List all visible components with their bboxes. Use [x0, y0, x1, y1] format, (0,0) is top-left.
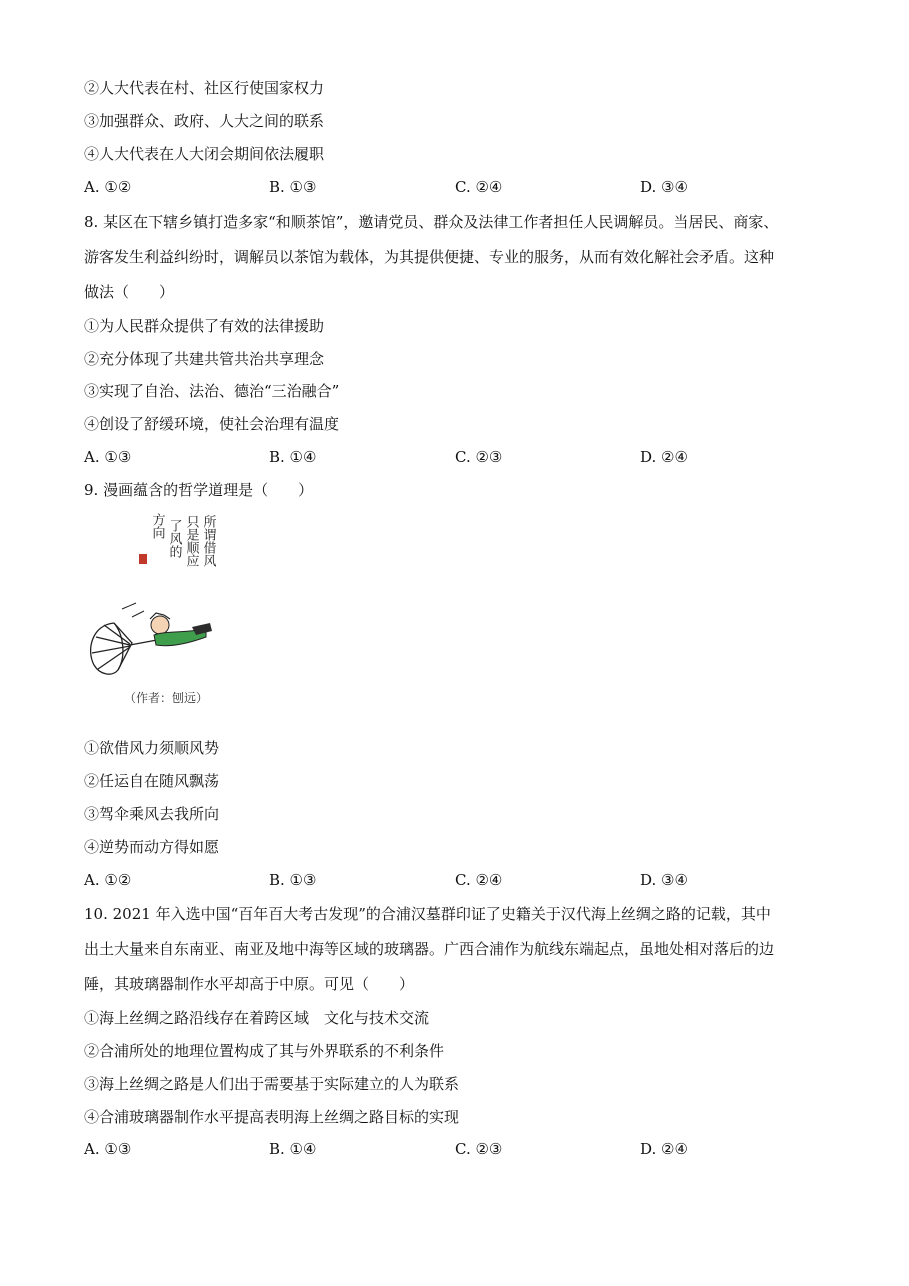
q9-option-d: D. ③④	[640, 871, 688, 889]
q8-stem-line-1: 8. 某区在下辖乡镇打造多家“和顺茶馆”，邀请党员、群众及法律工作者担任人民调解员。当居民、商家、	[84, 213, 779, 231]
q9-option-a: A. ①②	[84, 871, 132, 889]
q9-item-2: ②任运自在随风飘荡	[84, 772, 220, 790]
q10-option-d: D. ②④	[640, 1140, 688, 1158]
q8-stem-line-3: 做法（ ）	[84, 283, 175, 301]
prev-option-c: C. ②④	[455, 178, 503, 196]
q8-options	[84, 448, 824, 466]
cartoon-col-1: 所谓借风	[200, 515, 216, 567]
prev-item-2: ②人大代表在村、社区行使国家权力	[84, 79, 325, 97]
cartoon-caption: （作者：刨远）	[124, 691, 209, 705]
q10-stem-line-2: 出土大量来自东南亚、南亚及地中海等区域的玻璃器。广西合浦作为航线东端起点，虽地处相对落后的边	[84, 940, 775, 958]
q10-item-1: ①海上丝绸之路沿线存在着跨区域 文化与技术交流	[84, 1009, 430, 1027]
q10-stem-line-3: 陲，其玻璃器制作水平却高于中原。可见（ ）	[84, 975, 415, 993]
prev-item-3: ③加强群众、政府、人大之间的联系	[84, 112, 325, 130]
umbrella-icon	[91, 623, 184, 674]
q10-option-c: C. ②③	[455, 1140, 503, 1158]
prev-options	[84, 178, 824, 196]
q8-option-a: A. ①③	[84, 448, 132, 466]
q8-item-1: ①为人民群众提供了有效的法律援助	[84, 317, 325, 335]
q8-item-3: ③实现了自治、法治、德治“三治融合”	[84, 382, 340, 400]
q10-stem-line-1: 10. 2021 年入选中国“百年百大考古发现”的合浦汉墓群印证了史籍关于汉代海上丝绸之路的记载，其中	[84, 905, 771, 923]
q9-stem: 9. 漫画蕴含的哲学道理是（ ）	[84, 481, 314, 499]
q9-options	[84, 871, 824, 889]
cartoon-col-4: 方向	[149, 513, 165, 539]
wind-lines	[122, 603, 144, 617]
prev-option-d: D. ③④	[640, 178, 688, 196]
q8-stem-line-2: 游客发生利益纠纷时，调解员以茶馆为载体，为其提供便捷、专业的服务，从而有效化解社会矛盾。这种	[84, 248, 775, 266]
cartoon-figure	[84, 505, 224, 710]
cartoon-drawing	[84, 505, 224, 710]
q9-item-1: ①欲借风力须顺风势	[84, 739, 220, 757]
q9-item-3: ③驾伞乘风去我所向	[84, 805, 220, 823]
cartoon-seal	[139, 554, 147, 564]
q9-option-c: C. ②④	[455, 871, 503, 889]
q9-item-4: ④逆势而动方得如愿	[84, 838, 220, 856]
q8-option-c: C. ②③	[455, 448, 503, 466]
q8-item-4: ④创设了舒缓环境，使社会治理有温度	[84, 415, 340, 433]
q10-item-4: ④合浦玻璃器制作水平提高表明海上丝绸之路目标的实现	[84, 1108, 460, 1126]
q8-option-d: D. ②④	[640, 448, 688, 466]
person-figure	[150, 613, 212, 646]
q8-item-2: ②充分体现了共建共管共治共享理念	[84, 350, 325, 368]
q8-option-b: B. ①④	[269, 448, 317, 466]
prev-item-4: ④人大代表在人大闭会期间依法履职	[84, 145, 325, 163]
cartoon-col-2: 只是顺应	[183, 515, 199, 567]
q10-item-3: ③海上丝绸之路是人们出于需要基于实际建立的人为联系	[84, 1075, 460, 1093]
prev-option-b: B. ①③	[269, 178, 317, 196]
prev-option-a: A. ①②	[84, 178, 132, 196]
q9-option-b: B. ①③	[269, 871, 317, 889]
q10-item-2: ②合浦所处的地理位置构成了其与外界联系的不利条件	[84, 1042, 445, 1060]
q10-options	[84, 1140, 824, 1158]
q10-option-b: B. ①④	[269, 1140, 317, 1158]
cartoon-col-3: 了风的	[166, 519, 182, 558]
q10-option-a: A. ①③	[84, 1140, 132, 1158]
